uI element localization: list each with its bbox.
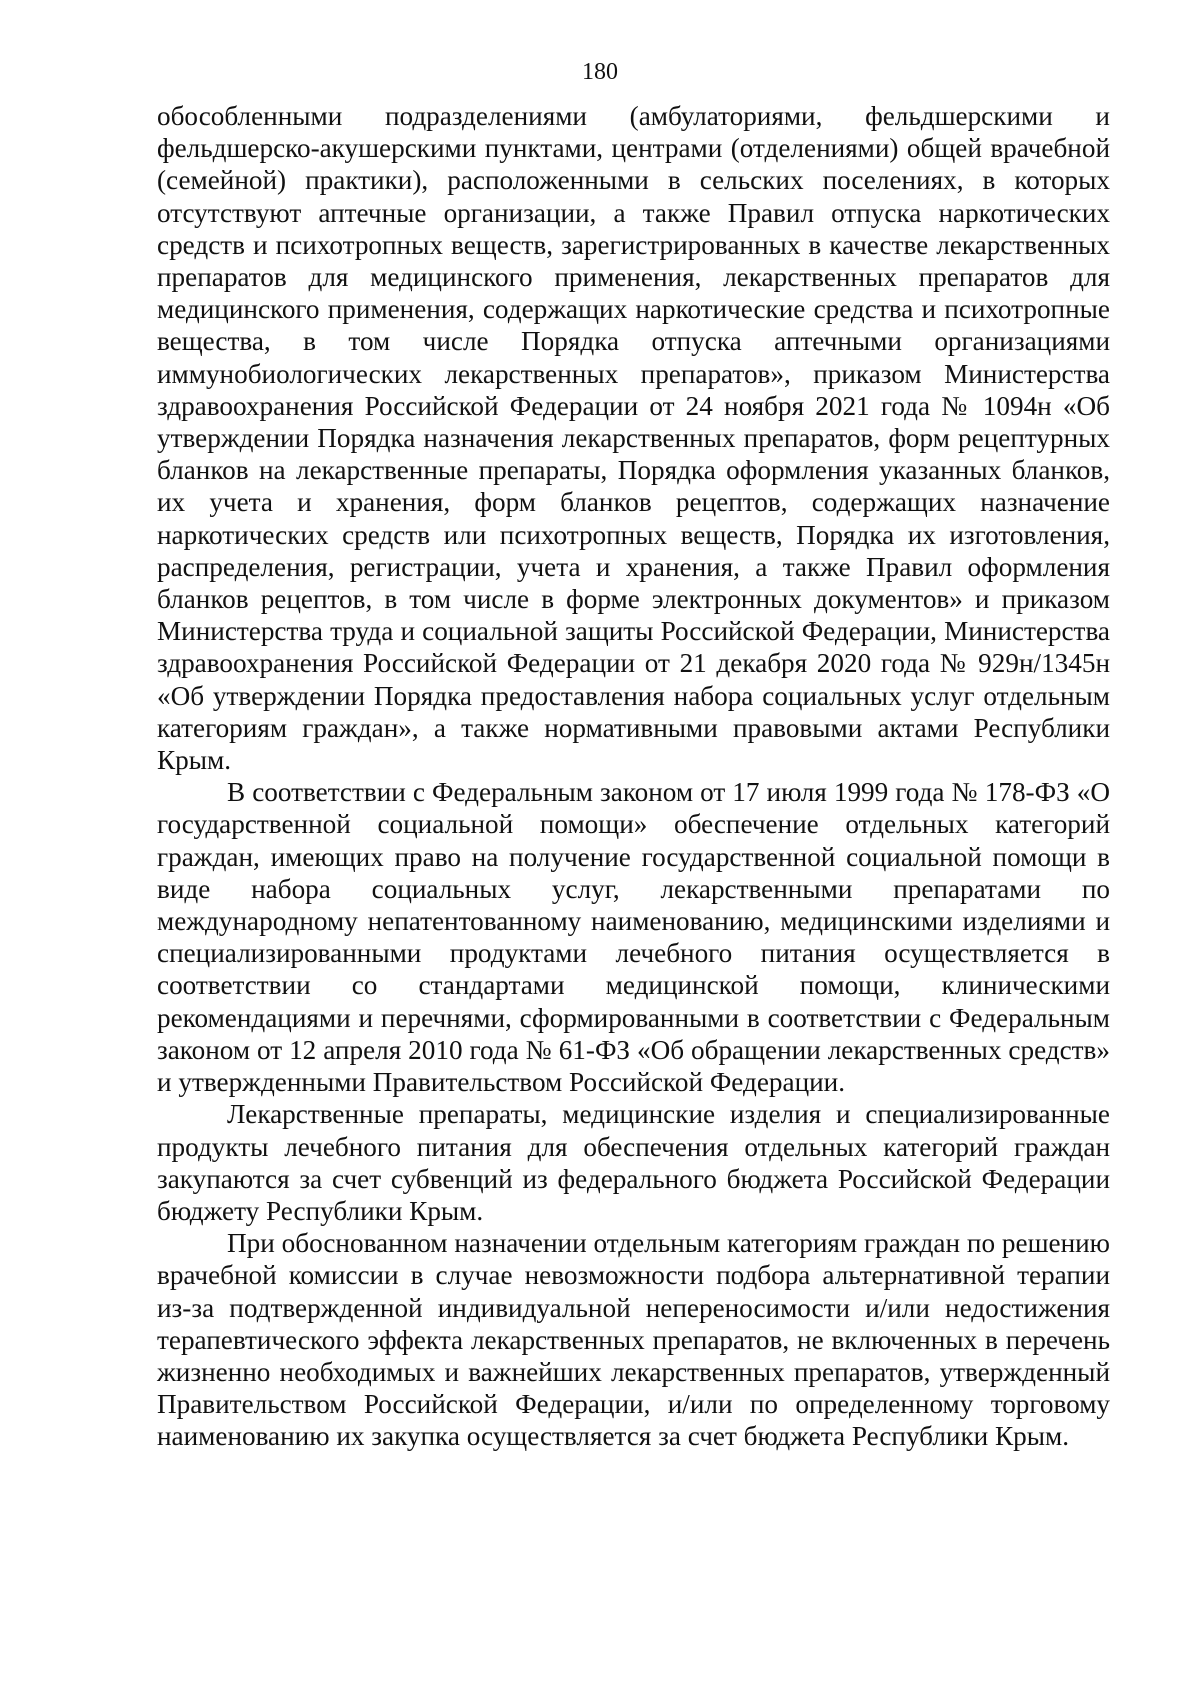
paragraph-continuation: обособленными подразделениями (амбулаториями, фельдшерскими и фельдшерско-акушерскими пунктами, центрами (отделениями) общей врачебной (семейной) практики), расположенными в сельских поселениях, в которых отсутствуют аптечные организации, а также Правил отпуска наркотических средств и психотропных веществ, зарегистрированных в качестве лекарственных препаратов для медицинского применения, лекарственных препаратов для медицинского применения, содержащих наркотические средства и психотропные вещества, в том числе Порядка отпуска аптечными организациями иммунобиологических лекарственных препаратов», приказом Министерства здравоохранения Российской Федерации от 24 ноября 2021 года № 1094н «Об утверждении Порядка назначения лекарственных препаратов, форм рецептурных бланков на лекарственные препараты, Порядка оформления указанных бланков, их учета и хранения, форм бланков рецептов, содержащих назначение наркотических средств или психотропных веществ, Порядка их изготовления, распределения, регистрации, учета и хранения, а также Правил оформления бланков рецептов, в том числе в форме электронных документов» и приказом Министерства труда и социальной защиты Российской Федерации, Министерства здравоохранения Российской Федерации от 21 декабря 2020 года № 929н/1345н «Об утверждении Порядка предоставления набора социальных услуг отдельным категориям граждан», а также нормативными правовыми актами Республики Крым. (157, 101, 1110, 776)
document-body (157, 100, 1110, 1453)
paragraph-procurement-subventions: Лекарственные препараты, медицинские изделия и специализированные продукты лечебного питания для обеспечения отдельных категорий граждан закупаются за счет субвенций из федерального бюджета Российской Федерации бюджету Республики Крым. (157, 1099, 1110, 1226)
paragraph-regional-budget-procurement: При обоснованном назначении отдельным категориям граждан по решению врачебной комиссии в случае невозможности подбора альтернативной терапии из-за подтвержденной индивидуальной непереносимости и/или недостижения терапевтического эффекта лекарственных препаратов, не включенных в перечень жизненно необходимых и важнейших лекарственных препаратов, утвержденный Правительством Российской Федерации, и/или по определенному торговому наименованию их закупка осуществляется за счет бюджета Республики Крым. (157, 1228, 1110, 1452)
paragraph-federal-law-178: В соответствии с Федеральным законом от 17 июля 1999 года № 178-ФЗ «О государственной социальной помощи» обеспечение отдельных категорий граждан, имеющих право на получение государственной социальной помощи в виде набора социальных услуг, лекарственными препаратами по международному непатентованному наименованию, медицинскими изделиями и специализированными продуктами лечебного питания осуществляется в соответствии со стандартами медицинской помощи, клиническими рекомендациями и перечнями, сформированными в соответствии с Федеральным законом от 12 апреля 2010 года № 61-ФЗ «Об обращении лекарственных средств» и утвержденными Правительством Российской Федерации. (157, 777, 1110, 1098)
page-number: 180 (582, 59, 618, 85)
